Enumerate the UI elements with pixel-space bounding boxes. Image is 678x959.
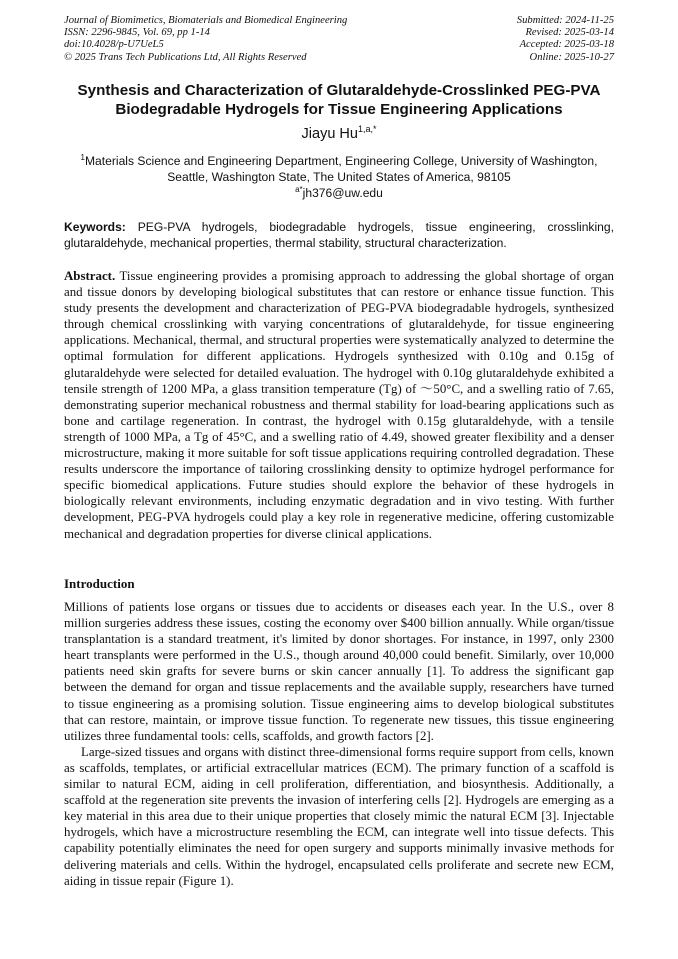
intro-paragraph-1: Millions of patients lose organs or tissues due to accidents or diseases each year. In the U.S., over 8 million surgeries address these issues, costing the economy over $400 billion annually. While organ/tissue transplantation is a standard treatment, it's limited by donor shortages. For instance, in 1997, only 2300 heart transplants were performed in the U.S., though around 40,000 could benefit. Similarly, over 10,000 patients need skin grafts for severe burns or skin cancer annually [1]. To address the significant gap between the demand for organ and tissue replacements and the available supply, researchers have turned to tissue engineering as a promising solution. Tissue engineering aims to develop biological substitutes that can restore, maintain, or improve tissue function. To regenerate new tissues, this tissue engineering utilizes three fundamental tools: cells, scaffolds, and growth factors [2].	[64, 600, 614, 743]
submitted-date: Submitted: 2024-11-25	[516, 15, 614, 26]
author-line	[0, 124, 678, 142]
author-name: Jiayu Hu	[301, 126, 358, 142]
email-marker: a*	[295, 185, 303, 194]
abstract-label: Abstract.	[64, 269, 116, 283]
abstract	[64, 268, 614, 542]
affiliation	[60, 150, 618, 185]
copyright-line: © 2025 Trans Tech Publications Ltd, All Rights Reserved	[64, 51, 307, 63]
introduction-body	[64, 599, 614, 889]
paper-title: Synthesis and Characterization of Glutaraldehyde-Crosslinked PEG-PVA Biodegradable Hydrogels for Tissue Engineering Applications	[77, 82, 601, 118]
revised-date: Revised: 2025-03-14	[525, 27, 614, 39]
email-line	[0, 185, 678, 200]
abstract-text: Tissue engineering provides a promising approach to addressing the global shortage of organ and tissue donors by developing biological substitutes that can restore or enhance tissue function. This study presents the development and characterization of PEG-PVA biodegradable hydrogels, synthesized through chemical crosslinking with varying concentrations of glutaraldehyde, for tissue engineering applications. Mechanical, thermal, and structural properties were systematically analyzed to determine the optimal formulation for different applications. Hydrogels synthesized with 0.10g and 0.15g of glutaraldehyde were selected for detailed evaluation. The hydrogel with 0.10g glutaraldehyde exhibited a tensile strength of 1200 MPa, a glass transition temperature (Tg) of ～50°C, and a swelling ratio of 7.65, demonstrating superior mechanical robustness and thermal stability for load-bearing applications such as bone and cartilage regeneration. In contrast, the hydrogel with 0.15g glutaraldehyde, with a tensile strength of 1000 MPa, a Tg of 45°C, and a swelling ratio of 4.49, showed greater flexibility and a denser microstructure, making it more suitable for soft tissue applications requiring controlled degradation. These results underscore the importance of tailoring crosslinking density to optimize hydrogel performance for specific biomedical applications. Future studies should explore the behavior of these hydrogels in biologically relevant environments, including enzymatic degradation and in vivo testing. With further development, PEG-PVA hydrogels could play a key role in regenerative medicine, offering customizable mechanical and degradation properties for diverse clinical applications.	[64, 269, 614, 541]
intro-paragraph-2: Large-sized tissues and organs with distinct three-dimensional forms require support from cells, known as scaffolds, templates, or artificial extracellular matrices (ECM). The primary function of a scaffold is similar to natural ECM, aiding in cell proliferation, differentiation, and biosynthesis. Additionally, a scaffold at the regeneration site prevents the invasion of interfering cells [2]. Hydrogels are emerging as a key material in this area due to their unique properties that closely mimic the natural ECM [3]. Injectable hydrogels, which have a microstructure resembling the ECM, can integrate well into tissue defects. This capability potentially eliminates the need for open surgery and supports minimally invasive methods for delivering materials and cells. Within the hydrogel, encapsulated cells proliferate and secrete new ECM, aiding in tissue repair (Figure 1).	[64, 744, 614, 888]
publication-dates	[517, 15, 614, 64]
affiliation-text: Materials Science and Engineering Department, Engineering College, University of Washington, Seattle, Washington State, The United States of America, 98105	[84, 154, 598, 184]
doi-line: doi:10.4028/p-U7UeL5	[64, 39, 164, 51]
online-date: Online: 2025-10-27	[529, 51, 614, 63]
keywords-text: PEG-PVA hydrogels, biodegradable hydrogels, tissue engineering, crosslinking, glutaraldehyde, mechanical properties, thermal stability, structural characterization.	[64, 220, 614, 250]
issn-line: ISSN: 2296-9845, Vol. 69, pp 1-14	[64, 27, 210, 39]
introduction-heading: Introduction	[64, 576, 135, 591]
author-affiliation-marker: 1,a,*	[357, 124, 377, 134]
affiliation-marker: 1	[80, 153, 85, 162]
accepted-date: Accepted: 2025-03-18	[519, 39, 614, 51]
keywords-label: Keywords:	[64, 220, 126, 234]
author-email[interactable]: jh376@uw.edu	[302, 186, 383, 200]
keywords	[64, 220, 614, 251]
journal-name: Journal of Biomimetics, Biomaterials and Biomedical Engineering	[64, 15, 348, 26]
journal-info	[64, 15, 347, 64]
